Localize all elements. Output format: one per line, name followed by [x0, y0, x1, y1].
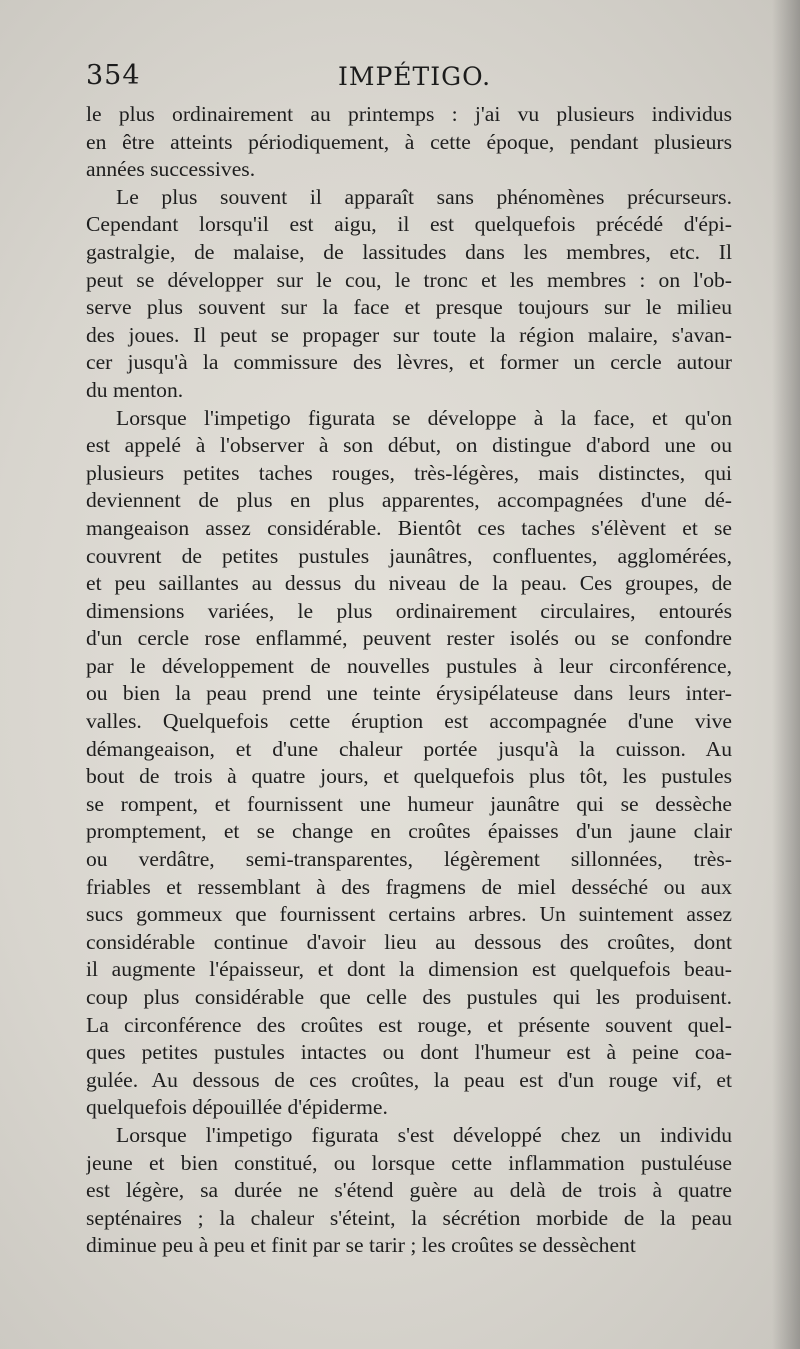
text-line: se rompent, et fournissent une humeur jaunâtre qui se dessèche [86, 791, 732, 816]
paragraph [86, 1122, 732, 1260]
text-line: en être atteints périodiquement, à cette époque, pendant plusieurs [86, 129, 732, 154]
text-line: Le plus souvent il apparaît sans phénomènes précurseurs. [116, 184, 732, 209]
text-line: sucs gommeux que fournissent certains arbres. Un suintement assez [86, 902, 732, 927]
page-edge-shadow [772, 0, 800, 1349]
paragraph [86, 184, 732, 405]
text-line: Lorsque l'impetigo figurata s'est développé chez un individu [116, 1122, 732, 1147]
text-line: friables et ressemblant à des fragmens de miel desséché ou aux [86, 874, 732, 899]
running-title: IMPÉTIGO. [338, 62, 492, 91]
body-text [86, 101, 732, 1260]
text-line: valles. Quelquefois cette éruption est accompagnée d'une vive [86, 709, 732, 734]
text-line: septénaires ; la chaleur s'éteint, la sécrétion morbide de la peau [86, 1205, 732, 1230]
text-line: ou verdâtre, semi-transparentes, légèrement sillonnées, très- [86, 847, 732, 872]
text-line: quelquefois dépouillée d'épiderme. [86, 1095, 388, 1120]
running-head [86, 58, 730, 98]
text-line: est légère, sa durée ne s'étend guère au delà de trois à quatre [86, 1178, 732, 1203]
paragraph [86, 101, 732, 184]
text-line: et peu saillantes au dessus du niveau de la peau. Ces groupes, de [86, 571, 732, 596]
text-line: dimensions variées, le plus ordinairement circulaires, entourés [86, 598, 732, 623]
text-line: couvrent de petites pustules jaunâtres, confluentes, agglomérées, [86, 543, 732, 568]
text-line: gastralgie, de malaise, de lassitudes dans les membres, etc. Il [86, 239, 732, 264]
text-line: promptement, et se change en croûtes épaisses d'un jaune clair [86, 819, 732, 844]
text-line: le plus ordinairement au printemps : j'ai vu plusieurs individus [86, 102, 732, 126]
text-line: peut se développer sur le cou, le tronc et les membres : on l'ob- [86, 267, 732, 292]
text-line: du menton. [86, 377, 184, 402]
text-line: bout de trois à quatre jours, et quelquefois plus tôt, les pustules [86, 764, 732, 789]
text-line: ou bien la peau prend une teinte érysipélateuse dans leurs inter- [86, 681, 732, 706]
text-line: gulée. Au dessous de ces croûtes, la peau est d'un rouge vif, et [86, 1067, 732, 1092]
text-line: par le développement de nouvelles pustules à leur circonférence, [86, 653, 732, 678]
text-line: deviennent de plus en plus apparentes, accompagnées d'une dé- [86, 488, 732, 513]
page-number: 354 [86, 60, 141, 91]
text-line: Lorsque l'impetigo figurata se développe à la face, et qu'on [116, 405, 732, 430]
text-line: années successives. [86, 157, 256, 182]
text-line: considérable continue d'avoir lieu au dessous des croûtes, dont [86, 929, 732, 954]
text-line: plusieurs petites taches rouges, très-légères, mais distinctes, qui [86, 460, 732, 485]
text-line: des joues. Il peut se propager sur toute la région malaire, s'avan- [86, 322, 732, 347]
text-line: La circonférence des croûtes est rouge, et présente souvent quel- [86, 1012, 732, 1037]
text-line: jeune et bien constitué, ou lorsque cette inflammation pustuléuse [86, 1150, 732, 1175]
text-line: est appelé à l'observer à son début, on distingue d'abord une ou [86, 433, 732, 458]
paragraph [86, 405, 732, 1122]
text-line: il augmente l'épaisseur, et dont la dimension est quelquefois beau- [86, 957, 732, 982]
text-line: d'un cercle rose enflammé, peuvent rester isolés ou se confondre [86, 626, 732, 651]
text-line: ques petites pustules intactes ou dont l'humeur est à peine coa- [86, 1040, 732, 1065]
text-line: démangeaison, et d'une chaleur portée jusqu'à la cuisson. Au [86, 736, 732, 761]
text-line: serve plus souvent sur la face et presque toujours sur le milieu [86, 295, 732, 320]
text-line: Cependant lorsqu'il est aigu, il est quelquefois précédé d'épi- [86, 212, 732, 237]
text-line: coup plus considérable que celle des pustules qui les produisent. [86, 985, 732, 1009]
text-line: cer jusqu'à la commissure des lèvres, et former un cercle autour [86, 350, 732, 375]
text-line: mangeaison assez considérable. Bientôt ces taches s'élèvent et se [86, 515, 732, 540]
text-line: diminue peu à peu et finit par se tarir ; les croûtes se dessèchent [86, 1233, 636, 1258]
